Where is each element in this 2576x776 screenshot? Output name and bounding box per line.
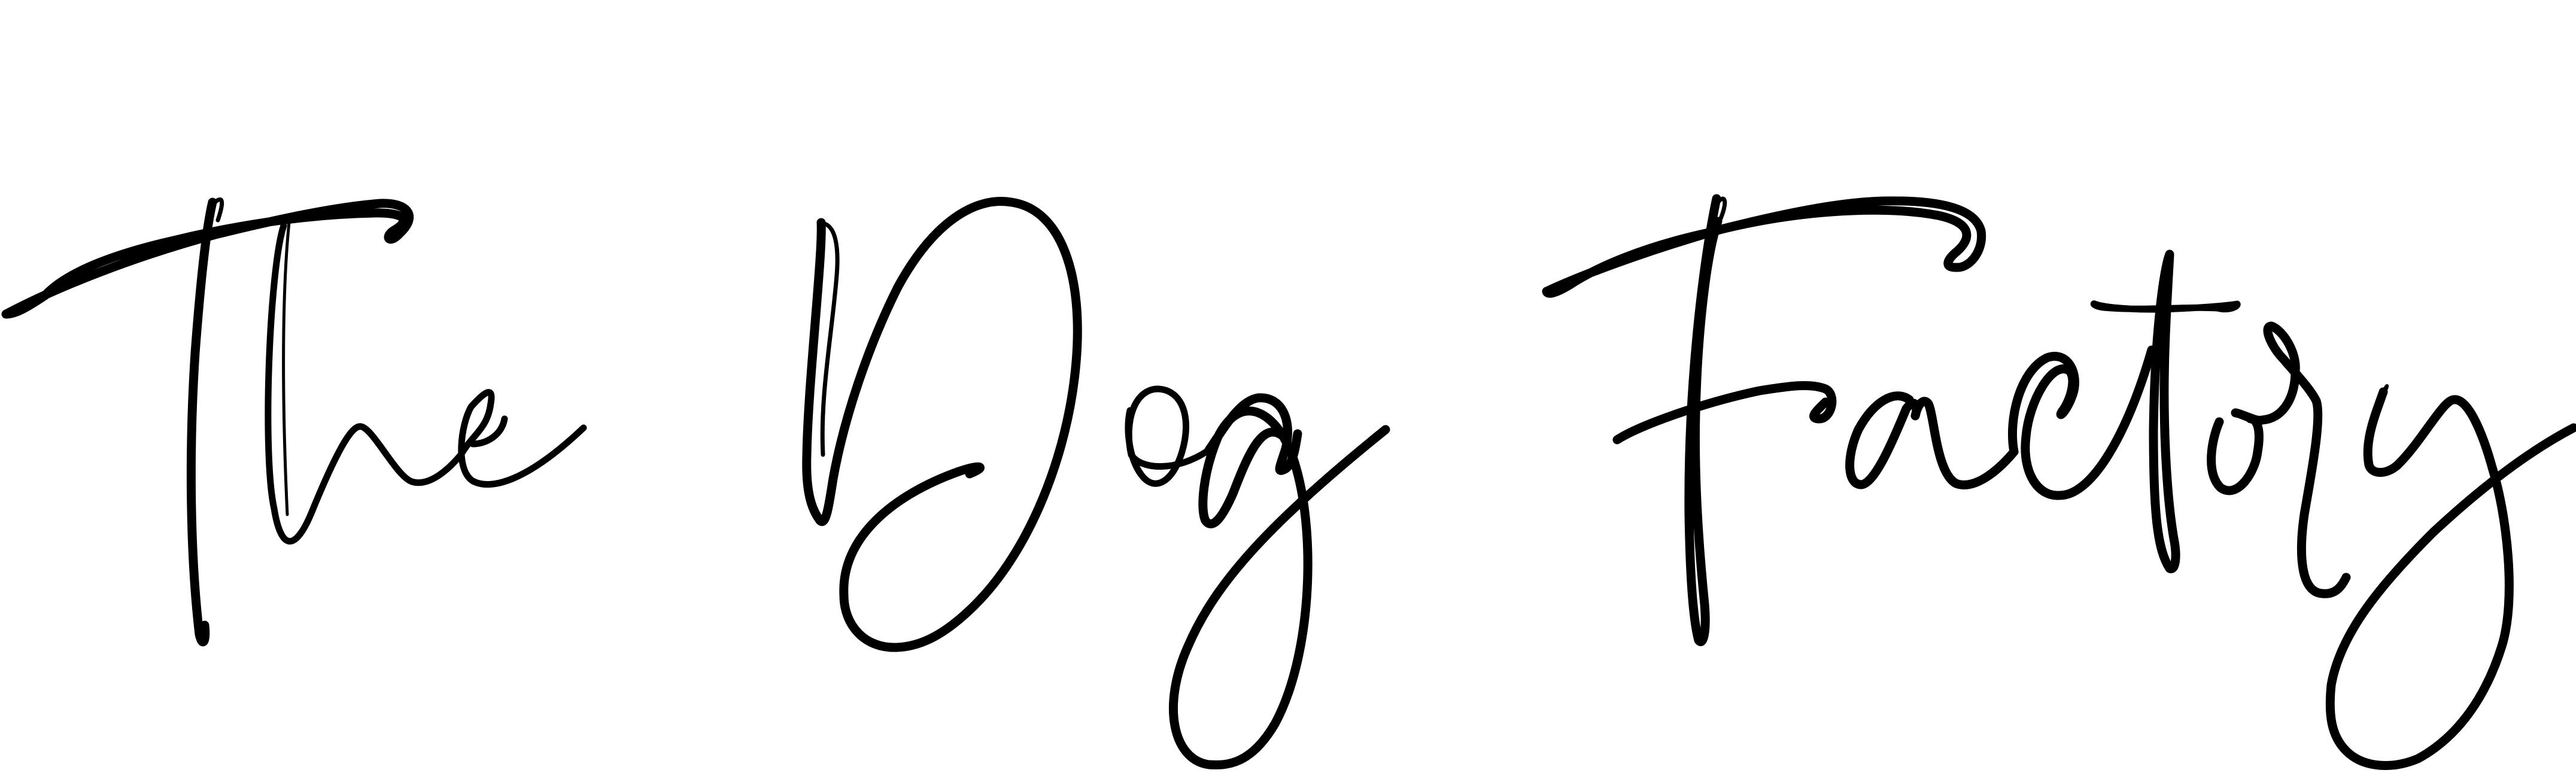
letter-f-stem [1689,199,1718,642]
letter-h-stem-fine [284,223,289,515]
letter-d-inner-stroke [822,224,837,455]
letter-d-stem [807,202,1078,648]
letter-h [268,226,461,541]
letter-y-accent-stroke [2384,386,2387,392]
letter-c [2012,350,2152,495]
letter-a [1850,396,2014,485]
letter-f-crossbar [1617,385,1832,440]
letter-y [2330,392,2574,765]
letter-o-second [2212,419,2259,491]
letter-f-top-bar [1547,201,1982,293]
letter-t-stem [191,202,212,642]
letter-e [461,392,584,485]
letter-t-lower [2153,254,2176,569]
letter-o [1128,389,1209,483]
